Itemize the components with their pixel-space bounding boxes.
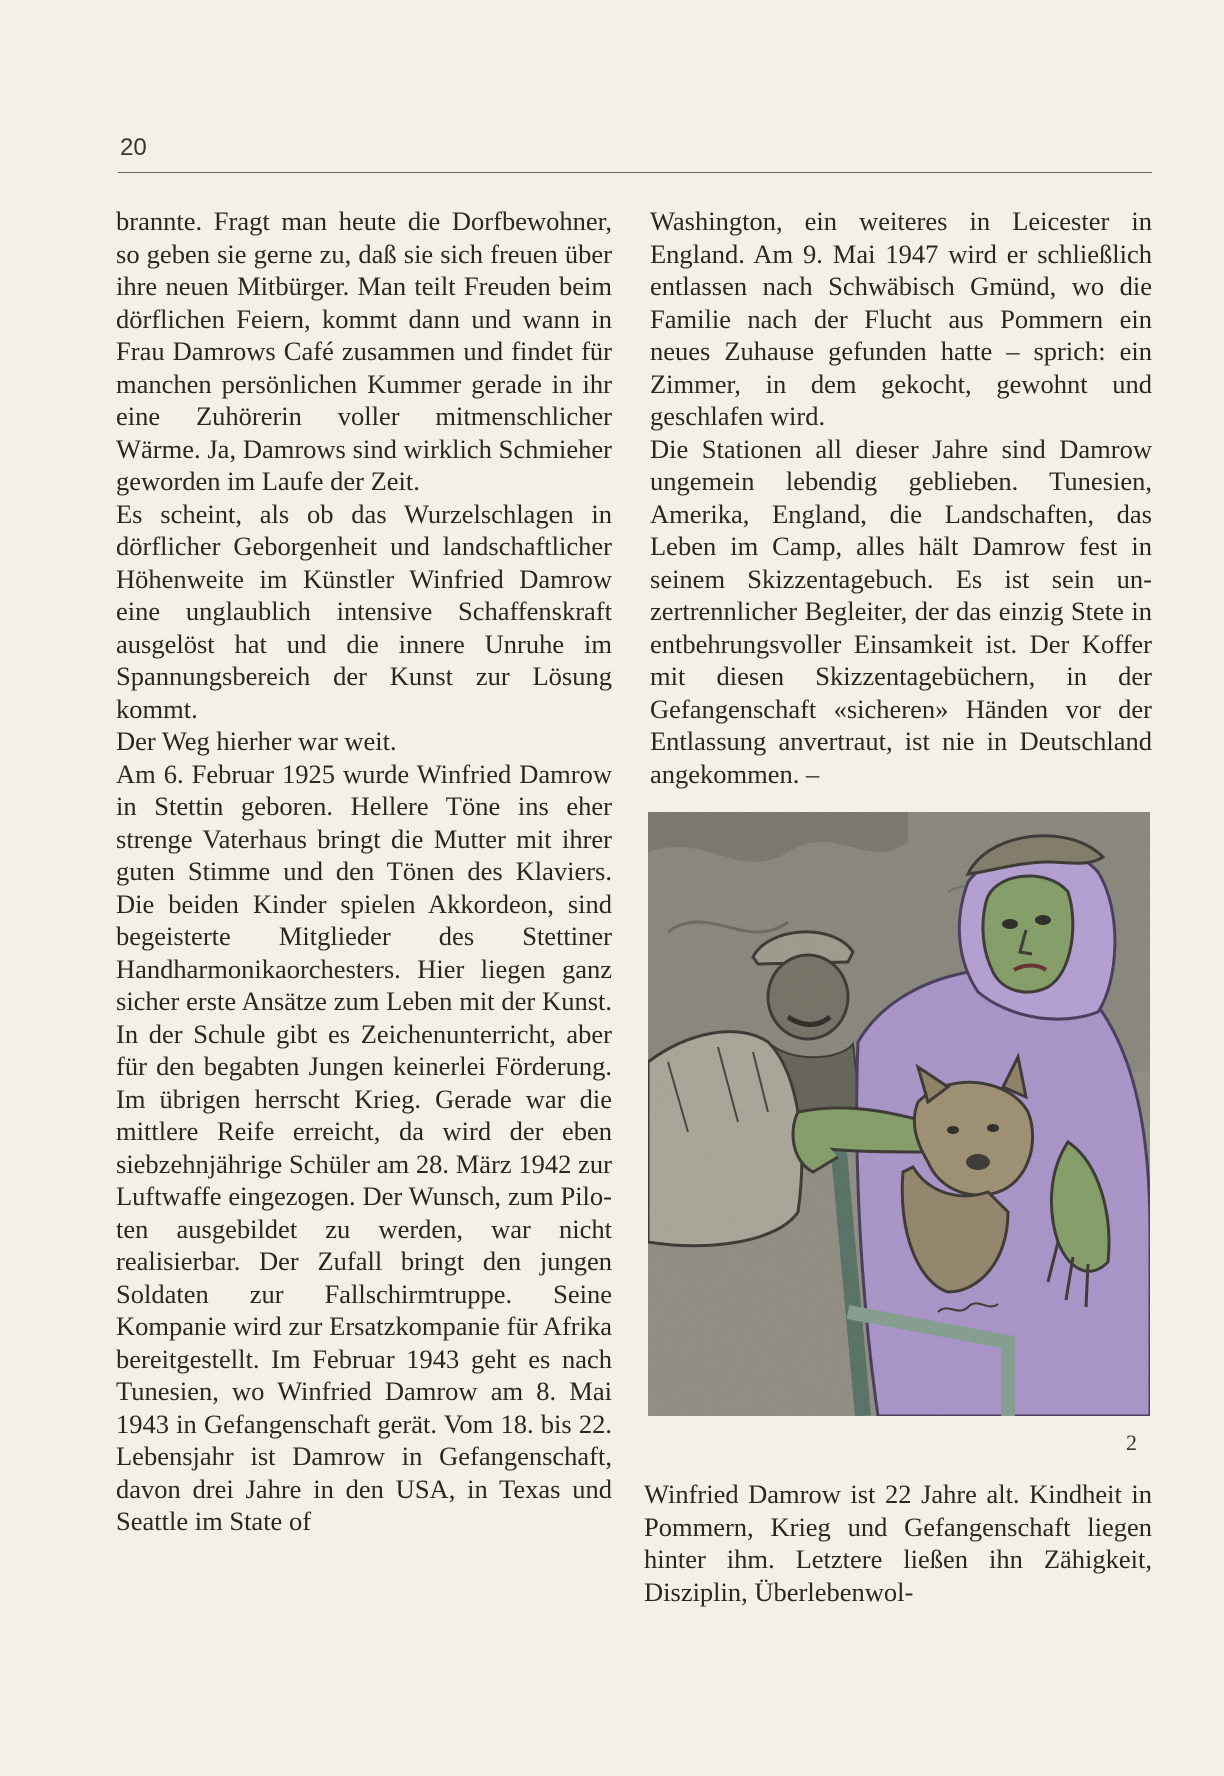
figure-number: 2	[1126, 1430, 1137, 1455]
left-paragraph-2: Es scheint, als ob das Wurzelschlagen in dörflicher Geborgenheit und landschaftlicher Höhenweite im Künstler Winfried Damrow eine unglaublich intensive Schaffenskraft ausgelöst hat und die innere Unruhe im Spannungsbereich der Kunst zur Lösung kommt.	[116, 498, 612, 724]
left-text-column	[116, 205, 612, 1538]
left-paragraph-4: Am 6. Februar 1925 wurde Winfried Damrow in Stettin geboren. Hellere Töne ins eher strenge Vaterhaus bringt die Mutter mit ihrer guten Stimme und den Tönen des Klaviers. Die beiden Kinder spielen Akkordeon, sind begeisterte Mitglieder des Stettiner Handharmonikaorchesters. Hier liegen ganz sicher erste Ansätze zum Leben mit der Kunst. In der Schule gibt es Zeichenunterricht, aber für den begabten Jungen keinerlei Förderung. Im übrigen herrscht Krieg. Gerade war die mittlere Reife erreicht, da wird der eben siebzehnjährige Schüler am 28. März 1942 zur Luftwaffe eingezogen. Der Wunsch, zum Piloten ausgebildet zu werden, war nicht realisierbar. Der Zufall bringt den jungen Soldaten zur Fallschirmtruppe. Seine Kompanie wird zur Ersatzkompanie für Afrika bereitgestellt. Im Februar 1943 geht es nach Tunesien, wo Winfried Damrow am 8. Mai 1943 in Gefangenschaft gerät. Vom 18. bis 22. Lebensjahr ist Damrow in Gefangenschaft, davon drei Jahre in den USA, in Texas und Seattle im State of	[116, 758, 612, 1536]
right-paragraph-1: Washington, ein weiteres in Leicester in England. Am 9. Mai 1947 wird er schließlich entlassen nach Schwäbisch Gmünd, wo die Familie nach der Flucht aus Pommern ein neues Zuhause gefunden hatte – sprich: ein Zimmer, in dem gekocht, gewohnt und geschlafen wird.	[650, 206, 1152, 431]
right-paragraph-after-figure: Winfried Damrow ist 22 Jahre alt. Kindheit in Pommern, Krieg und Gefangenschaft liegen hinter ihm. Letztere ließen ihn Zähigkeit, Disziplin, Überlebenwol-	[644, 1479, 1152, 1607]
painting-illustration	[648, 812, 1150, 1416]
left-paragraph-3: Der Weg hierher war weit.	[116, 726, 397, 756]
right-paragraph-2: Die Stationen all dieser Jahre sind Damrow ungemein lebendig geblieben. Tunesien, Amerika, England, die Landschaften, das Leben im Camp, alles hält Damrow fest in seinem Skizzentagebuch. Es ist sein unzertrennlicher Begleiter, der das einzig Stete in entbehrungsvoller Einsamkeit ist. Der Koffer mit diesen Skizzentagebüchern, in der Gefangenschaft «sicheren» Händen vor der Entlassung anvertraut, ist nie in Deutschland angekommen. –	[650, 433, 1152, 789]
page-number: 20	[120, 134, 147, 161]
header-rule	[118, 172, 1152, 173]
painting-artwork	[648, 812, 1150, 1416]
left-paragraph-1: brannte. Fragt man heute die Dorfbewohner, so geben sie gerne zu, daß sie sich freuen über ihre neuen Mitbürger. Man teilt Freuden beim dörflichen Feiern, kommt dann und wann in Frau Damrows Café zusammen und findet für manchen persönlichen Kummer gerade in ihr eine Zuhörerin voller mitmenschlicher Wärme. Ja, Damrows sind wirklich Schmieher geworden im Laufe der Zeit.	[116, 206, 612, 496]
right-text-column	[650, 205, 1152, 790]
right-text-column-continued	[644, 1478, 1152, 1608]
